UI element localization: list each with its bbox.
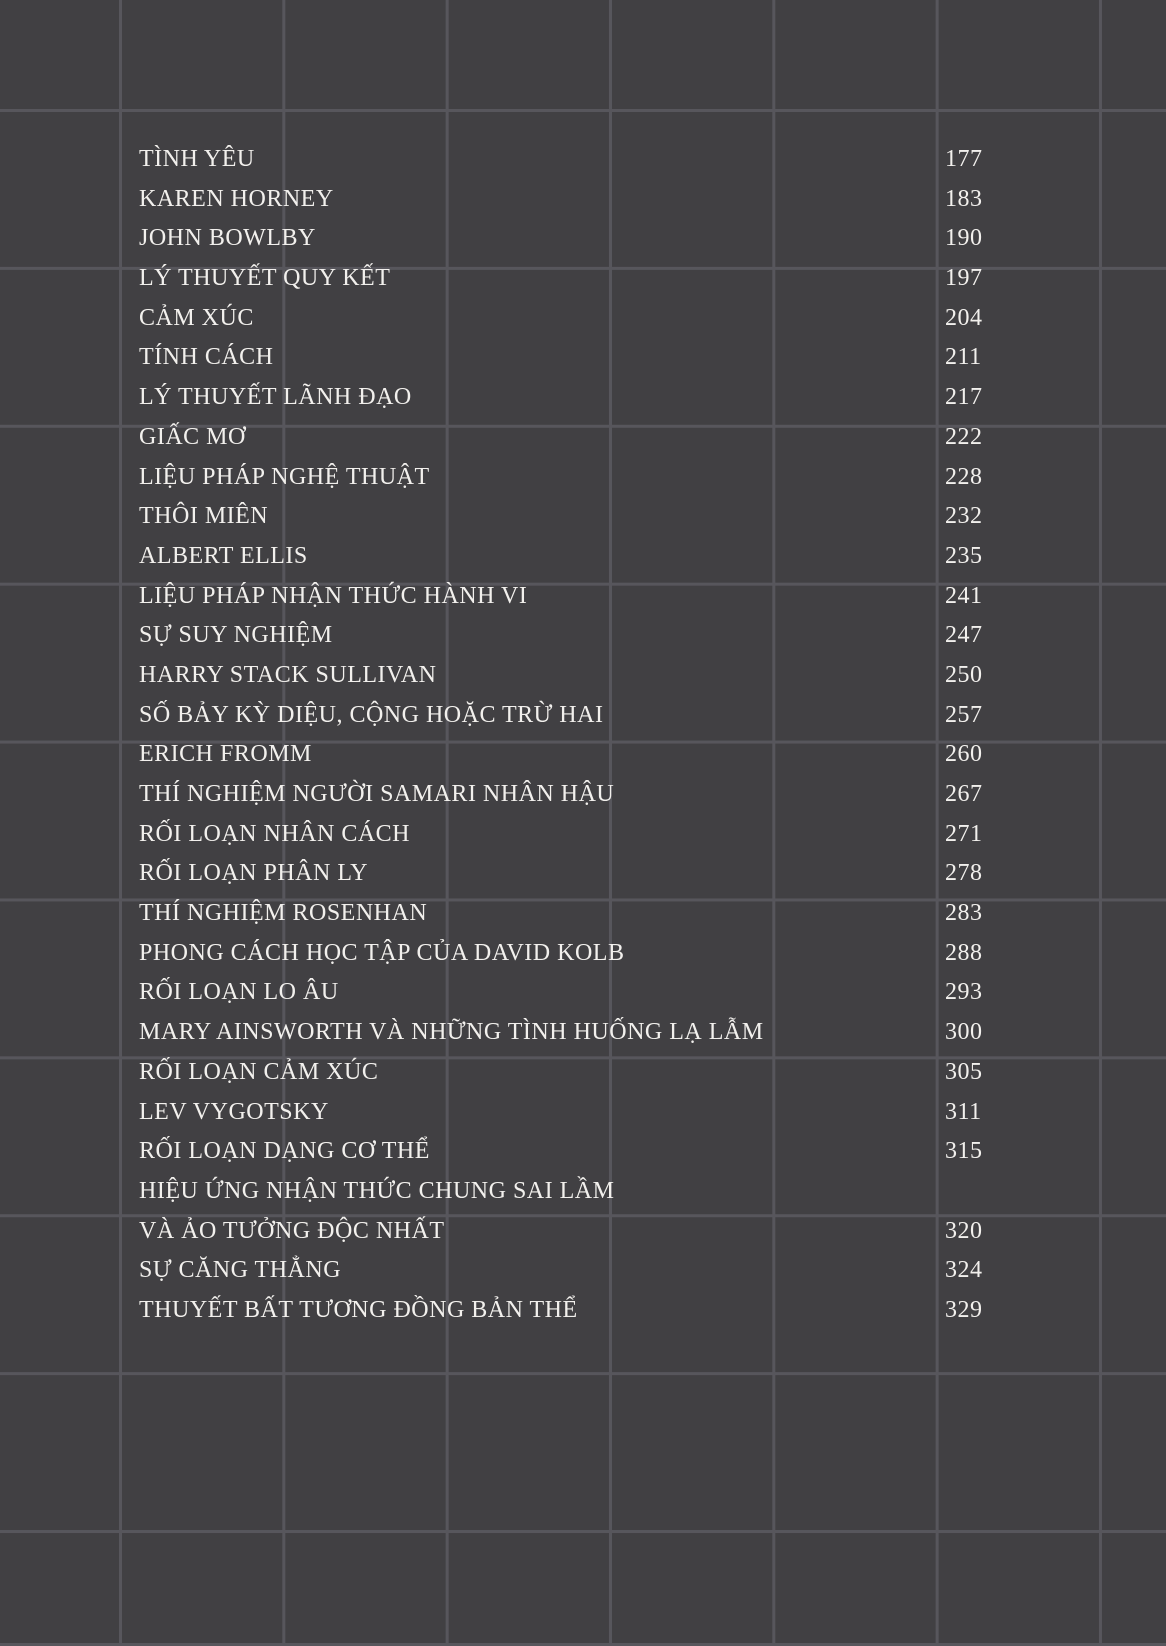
- toc-entry: [0, 1093, 1166, 1133]
- toc-entry-title: ERICH FROMM: [139, 741, 312, 768]
- toc-entry-title: SỰ SUY NGHIỆM: [139, 622, 333, 649]
- toc-entry-title: RỐI LOẠN NHÂN CÁCH: [139, 820, 410, 847]
- toc-entry-page: 190: [945, 225, 983, 252]
- toc-entry-title: LÝ THUYẾT QUY KẾT: [139, 265, 391, 292]
- toc-entry: [0, 894, 1166, 934]
- toc-entry: [0, 259, 1166, 299]
- toc-entry-page: 311: [945, 1098, 982, 1125]
- toc-entry-page: 257: [945, 701, 983, 728]
- toc-entry-title: RỐI LOẠN LO ÂU: [139, 979, 339, 1006]
- toc-entry-title: LEV VYGOTSKY: [139, 1098, 329, 1125]
- toc-entry: [0, 1251, 1166, 1291]
- toc-entry-page: 267: [945, 781, 983, 807]
- toc-entry-page: 217: [945, 384, 983, 411]
- toc-entry-page: 235: [945, 542, 983, 569]
- toc-entry-page: 300: [945, 1019, 983, 1046]
- toc-entry-page: 293: [945, 979, 983, 1006]
- toc-entry-title: ALBERT ELLIS: [139, 542, 308, 569]
- toc-entry: [0, 299, 1166, 339]
- toc-entry-title: THÔI MIÊN: [139, 503, 269, 530]
- toc-entry: [0, 934, 1166, 974]
- toc-entry-title: SỰ CĂNG THẲNG: [139, 1257, 342, 1284]
- toc-entry-title: KAREN HORNEY: [139, 185, 334, 212]
- toc-entry-title: VÀ ẢO TƯỞNG ĐỘC NHẤT: [139, 1217, 445, 1244]
- toc-entry-title: LIỆU PHÁP NGHỆ THUẬT: [139, 463, 430, 490]
- toc-entry: [0, 219, 1166, 259]
- toc-entry: [0, 180, 1166, 220]
- toc-entry-page: 278: [945, 860, 983, 887]
- toc-entry-page: 324: [945, 1257, 983, 1284]
- toc-entry: [0, 735, 1166, 775]
- toc-entry: [0, 1132, 1166, 1172]
- toc-entry-title: PHONG CÁCH HỌC TẬP CỦA DAVID KOLB: [139, 939, 625, 966]
- toc-entry-title: THÍ NGHIỆM ROSENHAN: [139, 900, 428, 927]
- toc-entry-title: LIỆU PHÁP NHẬN THỨC HÀNH VI: [139, 582, 528, 609]
- toc-list: [0, 140, 1166, 1331]
- toc-entry: [0, 815, 1166, 855]
- toc-entry: [0, 140, 1166, 180]
- toc-entry-title: CẢM XÚC: [139, 304, 254, 331]
- toc-entry-title: SỐ BẢY KỲ DIỆU, CỘNG HOẶC TRỪ HAI: [139, 701, 604, 728]
- toc-entry: [0, 854, 1166, 894]
- toc-entry-page: 222: [945, 423, 983, 450]
- toc-entry-page: 241: [945, 582, 983, 609]
- toc-entry: [0, 378, 1166, 418]
- toc-entry: [0, 1053, 1166, 1093]
- toc-entry: [0, 1212, 1166, 1252]
- toc-entry-page: 288: [945, 939, 983, 966]
- toc-entry-title: HARRY STACK SULLIVAN: [139, 661, 437, 688]
- toc-entry-title: THUYẾT BẤT TƯƠNG ĐỒNG BẢN THỂ: [139, 1296, 578, 1323]
- toc-entry: [0, 577, 1166, 617]
- toc-entry: [0, 1291, 1166, 1331]
- toc-entry-page: 283: [945, 900, 983, 927]
- toc-entry: [0, 537, 1166, 577]
- toc-entry: [0, 418, 1166, 458]
- toc-entry-title: HIỆU ỨNG NHẬN THỨC CHUNG SAI LẦM: [139, 1177, 615, 1204]
- toc-entry-title: MARY AINSWORTH VÀ NHỮNG TÌNH HUỐNG LẠ LẪM: [139, 1019, 764, 1046]
- toc-entry-page: 204: [945, 304, 983, 331]
- toc-entry-title: THÍ NGHIỆM NGƯỜI SAMARI NHÂN HẬU: [139, 781, 615, 807]
- toc-entry: [0, 1172, 1166, 1212]
- toc-entry-title: LÝ THUYẾT LÃNH ĐẠO: [139, 384, 412, 411]
- toc-entry-title: TÍNH CÁCH: [139, 344, 274, 371]
- toc-entry-page: 315: [945, 1138, 983, 1165]
- toc-entry: [0, 1013, 1166, 1053]
- toc-entry-page: 320: [945, 1217, 983, 1244]
- toc-entry-page: 232: [945, 503, 983, 530]
- toc-entry-page: 183: [945, 185, 983, 212]
- toc-entry: [0, 656, 1166, 696]
- toc-entry-title: JOHN BOWLBY: [139, 225, 316, 252]
- toc-entry-page: 271: [945, 820, 983, 847]
- toc-entry: [0, 973, 1166, 1013]
- toc-entry: [0, 775, 1166, 815]
- toc-entry-page: 247: [945, 622, 983, 649]
- toc-entry: [0, 616, 1166, 656]
- toc-entry-page: 211: [945, 344, 982, 371]
- toc-entry-title: RỐI LOẠN CẢM XÚC: [139, 1058, 379, 1085]
- toc-entry: [0, 497, 1166, 537]
- toc-entry-title: RỐI LOẠN PHÂN LY: [139, 860, 368, 887]
- toc-entry-page: 250: [945, 661, 983, 688]
- toc-entry-title: GIẤC MƠ: [139, 423, 246, 450]
- toc-entry-page: 228: [945, 463, 983, 490]
- toc-entry-page: 305: [945, 1058, 983, 1085]
- toc-entry-title: RỐI LOẠN DẠNG CƠ THỂ: [139, 1138, 430, 1165]
- toc-entry: [0, 458, 1166, 498]
- toc-entry-page: 197: [945, 265, 983, 292]
- toc-entry-title: TÌNH YÊU: [139, 146, 255, 172]
- toc-entry-page: 329: [945, 1296, 983, 1323]
- toc-entry: [0, 338, 1166, 378]
- toc-entry-page: 260: [945, 741, 983, 768]
- toc-entry-page: 177: [945, 146, 983, 172]
- toc-entry: [0, 696, 1166, 736]
